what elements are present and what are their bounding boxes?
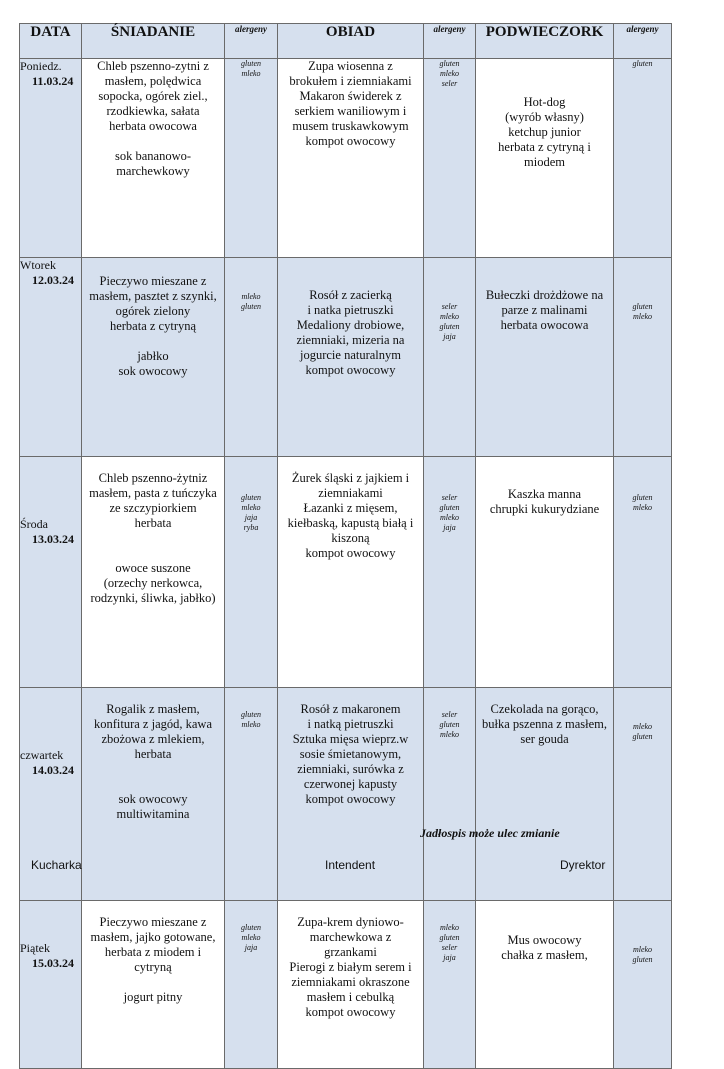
snack-allergens: gluten mleko (614, 258, 672, 457)
breakfast-cell (82, 457, 225, 688)
snack-text: Czekolada na gorąco, bułka pszenna z masłem, ser gouda (482, 702, 607, 746)
signature-cook: Kucharka (31, 858, 82, 872)
signature-steward: Intendent (325, 858, 376, 872)
signature-director: Dyrektor (560, 858, 606, 872)
day-cell (20, 901, 82, 1069)
day-date: 15.03.24 (32, 956, 74, 970)
lunch-text: Zupa-krem dyniowo- marchewkowa z grzankami Pierogi z białym serem i ziemniakami okraszone masłem i cebulką kompot owocowy (289, 915, 412, 1019)
header-allergens-lunch: alergeny (424, 24, 476, 59)
lunch-cell (278, 901, 424, 1069)
breakfast-text: Rogalik z masłem, konfitura z jagód, kawa zbożowa z mlekiem, herbata (93, 702, 212, 761)
breakfast-extra: jogurt pitny (123, 990, 183, 1004)
breakfast-text: Pieczywo mieszane z masłem, pasztet z szynki, ogórek zielony herbata z cytryną (89, 274, 217, 333)
lunch-cell (278, 258, 424, 457)
lunch-text: Zupa wiosenna z brokułem i ziemniakami Makaron świderek z serkiem waniliowym i musem truskawkowym kompot owocowy (289, 59, 412, 148)
snack-text: Kaszka manna chrupki kukurydziane (489, 487, 600, 516)
day-cell (20, 59, 82, 258)
snack-allergens: mleko gluten (614, 688, 672, 901)
lunch-cell (278, 59, 424, 258)
breakfast-extra: jabłko sok owocowy (118, 349, 188, 378)
breakfast-extra: sok bananowo- marchewkowy (114, 149, 192, 178)
snack-cell (476, 457, 614, 688)
day-row (20, 457, 672, 688)
lunch-text: Rosół z makaronem i natką pietruszki Sztuka mięsa wieprz.w sosie śmietanowym, ziemniaki, surówka z czerwonej kapusty kompot owocowy (292, 702, 409, 806)
menu-change-note: Jadłospis może ulec zmianie (420, 826, 560, 840)
header-lunch: OBIAD (278, 24, 424, 59)
snack-text: Bułeczki drożdżowe na parze z malinami herbata owocowa (485, 288, 604, 332)
lunch-allergens: seler mleko gluten jaja (424, 258, 476, 457)
header-allergens-snack: alergeny (614, 24, 672, 59)
breakfast-allergens: gluten mleko jaja ryba (225, 457, 278, 688)
snack-allergens: mleko gluten (614, 901, 672, 1069)
day-name: Piątek (20, 941, 50, 955)
snack-allergens: gluten mleko (614, 457, 672, 688)
breakfast-cell (82, 59, 225, 258)
breakfast-extra: sok owocowy multiwitamina (116, 792, 190, 821)
breakfast-allergens: gluten mleko (225, 688, 278, 901)
header-allergens-breakfast: alergeny (225, 24, 278, 59)
breakfast-text: Pieczywo mieszane z masłem, jajko gotowane, herbata z miodem i cytryną (90, 915, 216, 974)
day-date: 12.03.24 (32, 273, 74, 287)
day-row (20, 901, 672, 1069)
snack-cell (476, 59, 614, 258)
header-row (20, 24, 672, 59)
lunch-allergens: gluten mleko seler (424, 59, 476, 258)
day-row (20, 258, 672, 457)
day-name: Poniedz. (20, 59, 62, 73)
snack-text: Hot-dog (wyrób własny) ketchup junior herbata z cytryną i miodem (498, 95, 591, 169)
header-breakfast: ŚNIADANIE (82, 24, 225, 59)
breakfast-text: Chleb pszenno-zytni z masłem, polędwica sopocka, ogórek ziel., rzodkiewka, sałata herbata owocowa (97, 59, 209, 133)
lunch-text: Rosół z zacierką i natka pietruszki Medaliony drobiowe, ziemniaki, mizeria na jogurcie naturalnym kompot owocowy (296, 288, 405, 377)
breakfast-cell (82, 688, 225, 901)
snack-text: Mus owocowy chałka z masłem, (501, 933, 588, 962)
day-date: 14.03.24 (32, 763, 74, 777)
lunch-allergens: seler gluten mleko jaja (424, 457, 476, 688)
lunch-allergens: seler gluten mleko (424, 688, 476, 901)
day-date: 13.03.24 (32, 532, 74, 546)
day-name: Wtorek (20, 258, 56, 272)
day-cell (20, 457, 82, 688)
breakfast-cell (82, 901, 225, 1069)
header-snack: PODWIECZORK (476, 24, 614, 59)
breakfast-text: Chleb pszenno-żytniz masłem, pasta z tuńczyka ze szczypiorkiem herbata (89, 471, 217, 530)
day-name: czwartek (20, 748, 64, 762)
snack-allergens: gluten (614, 59, 672, 258)
breakfast-extra: owoce suszone (orzechy nerkowca, rodzynki, śliwka, jabłko) (90, 561, 216, 605)
day-row (20, 59, 672, 258)
day-name: Środa (20, 517, 48, 531)
breakfast-allergens: gluten mleko jaja (225, 901, 278, 1069)
day-cell (20, 258, 82, 457)
lunch-allergens: mleko gluten seler jaja (424, 901, 476, 1069)
menu-table (19, 23, 672, 1069)
lunch-text: Żurek śląski z jajkiem i ziemniakami Łazanki z mięsem, kiełbaską, kapustą białą i kiszoną kompot owocowy (287, 471, 414, 560)
snack-cell (476, 901, 614, 1069)
header-date: DATA (20, 24, 82, 59)
snack-cell (476, 258, 614, 457)
breakfast-cell (82, 258, 225, 457)
day-date: 11.03.24 (32, 74, 74, 88)
breakfast-allergens: gluten mleko (225, 59, 278, 258)
breakfast-allergens: mleko gluten (225, 258, 278, 457)
lunch-cell (278, 457, 424, 688)
